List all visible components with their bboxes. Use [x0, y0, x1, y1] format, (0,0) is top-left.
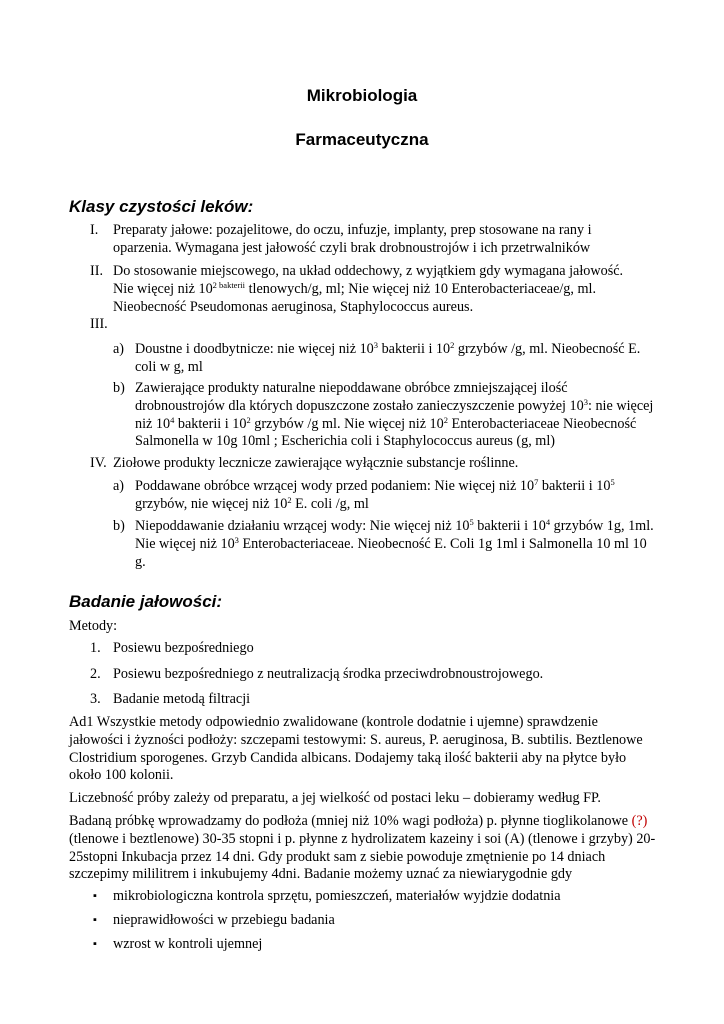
- class-numeral-1: I.: [90, 222, 99, 238]
- text-part: grzybów 1g, 1ml. Nie więcej niż 10: [135, 518, 654, 552]
- text-part: bakterii i 10: [473, 518, 546, 534]
- superscript: 2: [450, 340, 455, 350]
- class-numeral-3: III.: [90, 316, 108, 332]
- class-4a-text: [135, 478, 655, 514]
- superscript: 5: [469, 517, 474, 527]
- superscript: 5: [610, 477, 615, 487]
- document-title-line1: Mikrobiologia: [306, 86, 418, 105]
- superscript: 3: [373, 340, 379, 350]
- superscript: 7: [534, 477, 539, 487]
- text-part: bakterii i 10: [174, 415, 247, 432]
- class-1-text: Preparaty jałowe: pozajelitowe, do oczu, infuzje, implanty, prep stosowane na rany i oparzenia. Wymagana jest jałowość czyli brak drobnoustrojów i ich przetrwalników: [113, 222, 592, 256]
- text-part: grzybów, nie więcej niż 10: [135, 495, 288, 512]
- text-part: Zawierające produkty naturalne niepoddawane obróbce zmniejszającej ilość drobnoustrojów dla których dopuszczone zostało zanieczyszczenie powyżej 10: [135, 380, 584, 414]
- class-2-line3: Nieobecność Pseudomonas aeruginosa, Staphylococcus aureus.: [113, 298, 474, 315]
- class-4-text: Ziołowe produkty lecznicze zawierające wyłącznie substancje roślinne.: [113, 455, 519, 471]
- text-part: Enterobacteriaceae. Nieobecność E. Coli 1g 1ml i Salmonella 10 ml 10 g.: [135, 535, 647, 570]
- procedure-paragraph: [69, 813, 659, 884]
- bullet-item: mikrobiologiczna kontrola sprzętu, pomieszczeń, materiałów wyjdzie dodatnia: [113, 888, 561, 904]
- text-part: bakterii i 10: [538, 478, 611, 494]
- superscript: 3: [583, 396, 588, 407]
- class-3b-text: [135, 380, 660, 451]
- method-number: 1.: [90, 640, 101, 656]
- text-part: grzybów /g, ml. Nieobecność E. coli w g, ml: [135, 341, 641, 375]
- bullet-icon: ▪: [93, 890, 97, 902]
- text-part: Poddawane obróbce wrzącej wody przed podaniem: Nie więcej niż 10: [135, 478, 535, 494]
- method-item: Badanie metodą filtracji: [113, 691, 251, 707]
- bullet-icon: ▪: [93, 914, 97, 926]
- class-3b-label: b): [113, 380, 125, 396]
- text-part: Badaną próbkę wprowadzamy do podłoża (mniej niż 10% wagi podłoża) p. płynne tioglikolanowe: [69, 813, 632, 829]
- validation-paragraph: Ad1 Wszystkie metody odpowiednio zwalidowane (kontrole dodatnie i ujemne) sprawdzenie jałowości i żyzności podłoży: szczepami testowymi: S. aureus, P. aeruginosa, B. subtilis. Beztlenowe Clostridium sporogenes. Grzyb Candida albicans. Dodajemy taką ilość bakterii aby na płytce było około 100 kolonii.: [69, 714, 643, 784]
- section-heading-sterility-testing: Badanie jałowości:: [69, 592, 223, 611]
- text-part: Enterobacteriaceae Nieobecność Salmonella w 10g 10ml ; Escherichia coli i Staphylococcus aureus (g, ml): [135, 415, 637, 450]
- text-part: Niepoddawanie działaniu wrzącej wody: Nie więcej niż 10: [135, 518, 470, 534]
- text-part: bakterii i 10: [378, 341, 451, 357]
- class-4b-label: b): [113, 518, 125, 534]
- class-2-superscript: 2 bakterii: [212, 279, 246, 290]
- section-heading-purity-classes: Klasy czystości leków:: [69, 197, 254, 216]
- text-part: : nie więcej niż 10: [135, 397, 654, 432]
- superscript: 3: [234, 534, 239, 545]
- class-2-line1: Do stosowanie miejscowego, na układ oddechowy, z wyjątkiem gdy wymagana jałowość.: [113, 263, 624, 279]
- class-2-text-part: tlenowych/g, ml; Nie więcej niż 10 Enterobacteriaceae/g, ml.: [245, 280, 597, 297]
- class-3a-label: a): [113, 341, 125, 357]
- class-4a-label: a): [113, 478, 125, 494]
- text-part: E. coli /g, ml: [291, 495, 369, 512]
- class-numeral-4: IV.: [90, 455, 107, 471]
- class-numeral-2: II.: [90, 263, 103, 279]
- document-title-line2: Farmaceutyczna: [295, 130, 429, 149]
- text-part: (tlenowe i beztlenowe) 30-35 stopni i p. płynne z hydrolizatem kazeiny i soi (A) (tlenowe i grzyby) 20-25stopni Inkubacja przez 14 dni. Gdy produkt sam z siebie powoduje zmętnienie po 14 dniach szczepimy mililitrem i inkubujemy 4dni. Badanie możemy uznać za niewiarygodnie gdy: [69, 830, 656, 883]
- class-2-text: [113, 263, 663, 316]
- superscript: 4: [545, 517, 551, 527]
- superscript: 2: [443, 414, 448, 425]
- sample-size-paragraph: Liczebność próby zależy od preparatu, a jej wielkość od postaci leku – dobieramy według FP.: [69, 790, 601, 806]
- text-part: grzybów /g ml. Nie więcej niż 10: [250, 415, 444, 432]
- bullet-item: nieprawidłowości w przebiegu badania: [113, 912, 335, 928]
- method-item: Posiewu bezpośredniego: [113, 640, 254, 656]
- class-4b-text: [135, 518, 660, 571]
- method-number: 2.: [90, 666, 101, 682]
- bullet-icon: ▪: [93, 938, 97, 950]
- class-2-text-part: Nie więcej niż 10: [113, 280, 213, 297]
- superscript: 4: [170, 414, 175, 425]
- superscript: 2: [287, 494, 292, 505]
- method-number: 3.: [90, 691, 101, 707]
- method-item: Posiewu bezpośredniego z neutralizacją środka przeciwdrobnoustrojowego.: [113, 666, 544, 682]
- methods-label: Metody:: [69, 618, 118, 634]
- superscript: 2: [246, 414, 251, 425]
- uncertainty-mark: (?): [631, 813, 648, 829]
- class-3a-text: [135, 341, 660, 377]
- text-part: Doustne i doodbytnicze: nie więcej niż 10: [135, 341, 374, 357]
- bullet-item: wzrost w kontroli ujemnej: [113, 936, 263, 952]
